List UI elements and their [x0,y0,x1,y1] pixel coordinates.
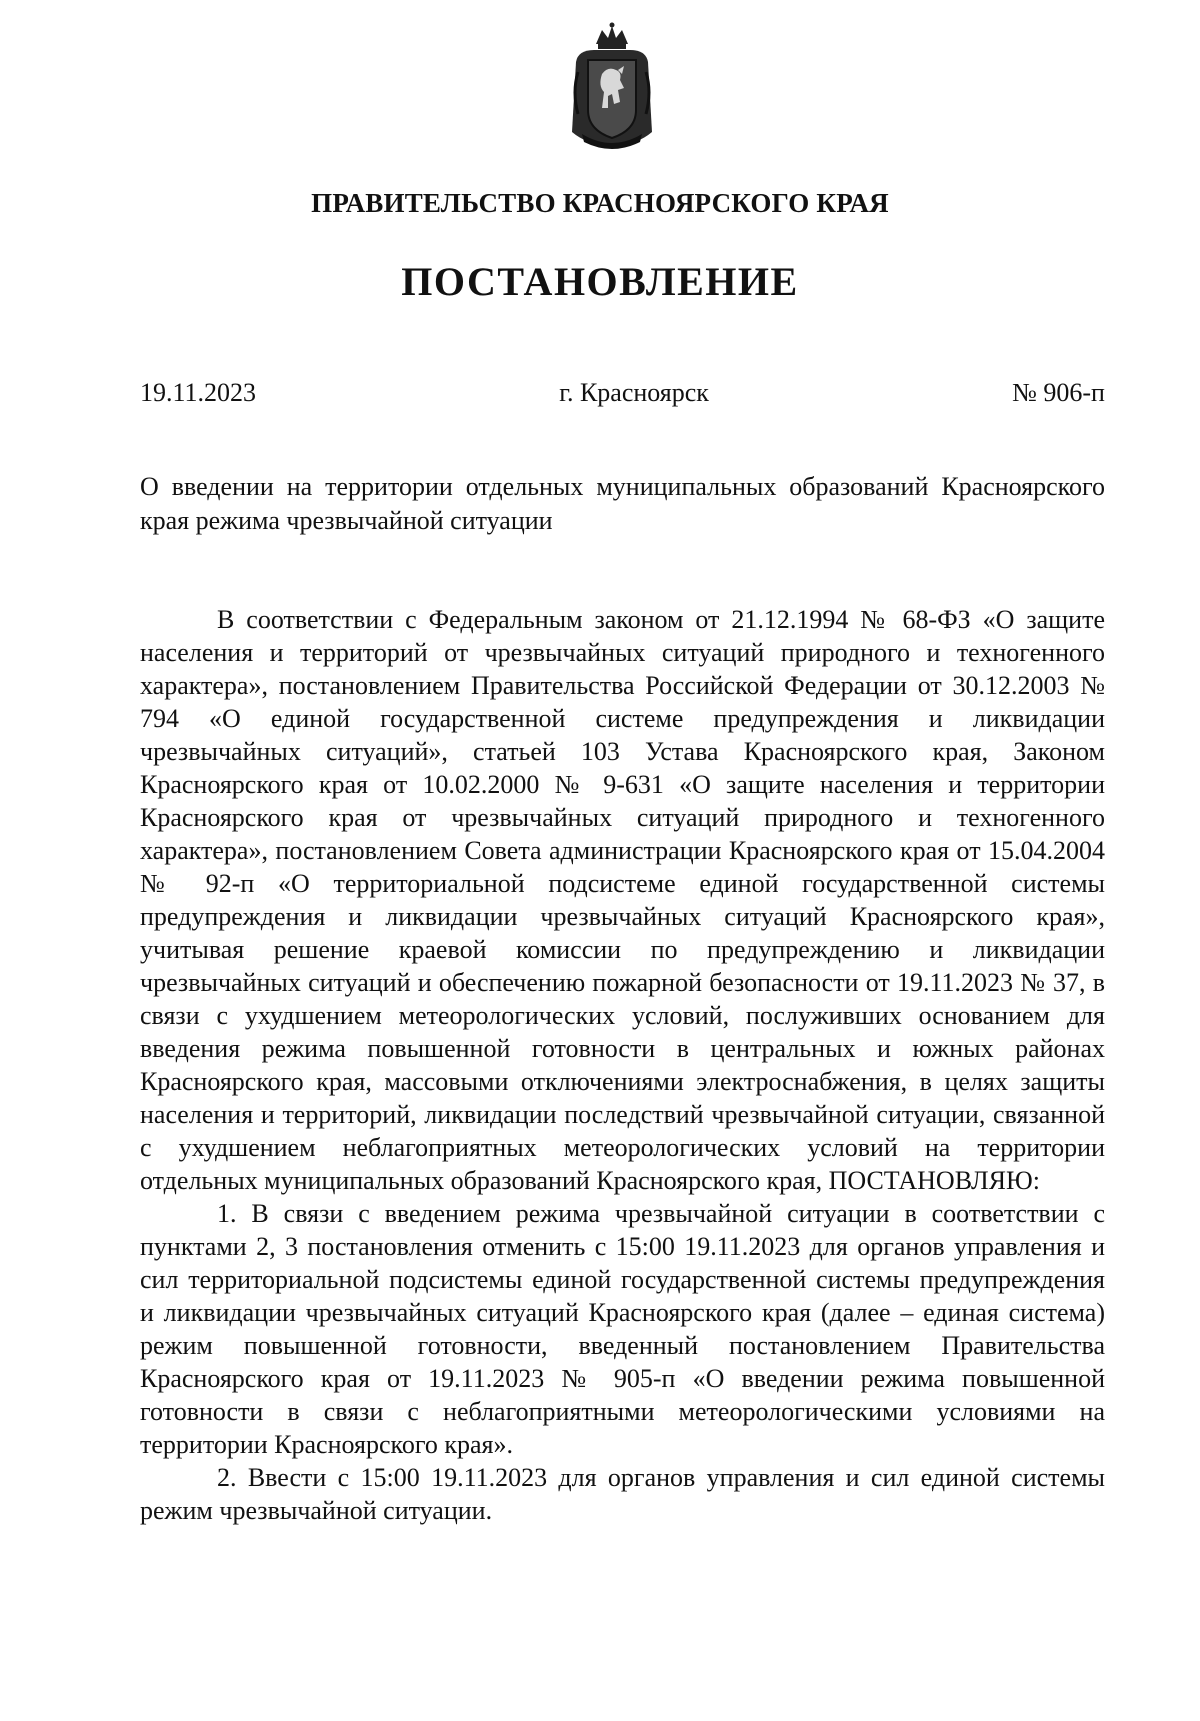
document-body [140,603,1105,1527]
preamble-paragraph: В соответствии с Федеральным законом от 21.12.1994 № 68-ФЗ «О защите населения и территорий от чрезвычайных ситуаций природного и техногенного характера», постановлением Правительства Российской Федерации от 30.12.2003 № 794 «О единой государственной системе предупреждения и ликвидации чрезвычайных ситуаций», статьей 103 Устава Красноярского края, Законом Красноярского края от 10.02.2000 № 9-631 «О защите населения и территории Красноярского края от чрезвычайных ситуаций природного и техногенного характера», постановлением Совета администрации Красноярского края от 15.04.2004 № 92-п «О территориальной подсистеме единой государственной системы предупреждения и ликвидации чрезвычайных ситуаций Красноярского края», учитывая решение краевой комиссии по предупреждению и ликвидации чрезвычайных ситуаций и обеспечению пожарной безопасности от 19.11.2023 № 37, в связи с ухудшением метеорологических условий, послуживших основанием для введения режима повышенной готовности в центральных и южных районах Красноярского края, массовыми отключениями электроснабжения, в целях защиты населения и территорий, ликвидации последствий чрезвычайной ситуации, связанной с ухудшением неблагоприятных метеорологических условий на территории отдельных муниципальных образований Красноярского края, ПОСТАНОВЛЯЮ: [140,605,1105,1195]
item-2-paragraph: 2. Ввести с 15:00 19.11.2023 для органов управления и сил единой системы режим чрезвычайной ситуации. [140,1463,1105,1525]
organization-title: ПРАВИТЕЛЬСТВО КРАСНОЯРСКОГО КРАЯ [311,188,889,218]
document-meta-row [140,378,1105,408]
document-date: 19.11.2023 [140,378,257,407]
item-1-paragraph: 1. В связи с введением режима чрезвычайной ситуации в соответствии с пунктами 2, 3 постановления отменить с 15:00 19.11.2023 для органов управления и сил территориальной подсистемы единой государственной системы предупреждения и ликвидации чрезвычайных ситуаций Красноярского края (далее – единая система) режим повышенной готовности, введенный постановлением Правительства Красноярского края от 19.11.2023 № 905-п «О введении режима повышенной готовности в связи с неблагоприятными метеорологическими условиями на территории Красноярского края». [140,1199,1105,1459]
krasnoyarsk-coat-of-arms-icon [568,22,656,152]
document-type-title: ПОСТАНОВЛЕНИЕ [401,259,799,304]
document-subject: О введении на территории отдельных муниципальных образований Красноярского края режима чрезвычайной ситуации [140,472,1105,535]
document-place: г. Красноярск [559,378,709,407]
document-number: № 906-п [1012,378,1105,407]
